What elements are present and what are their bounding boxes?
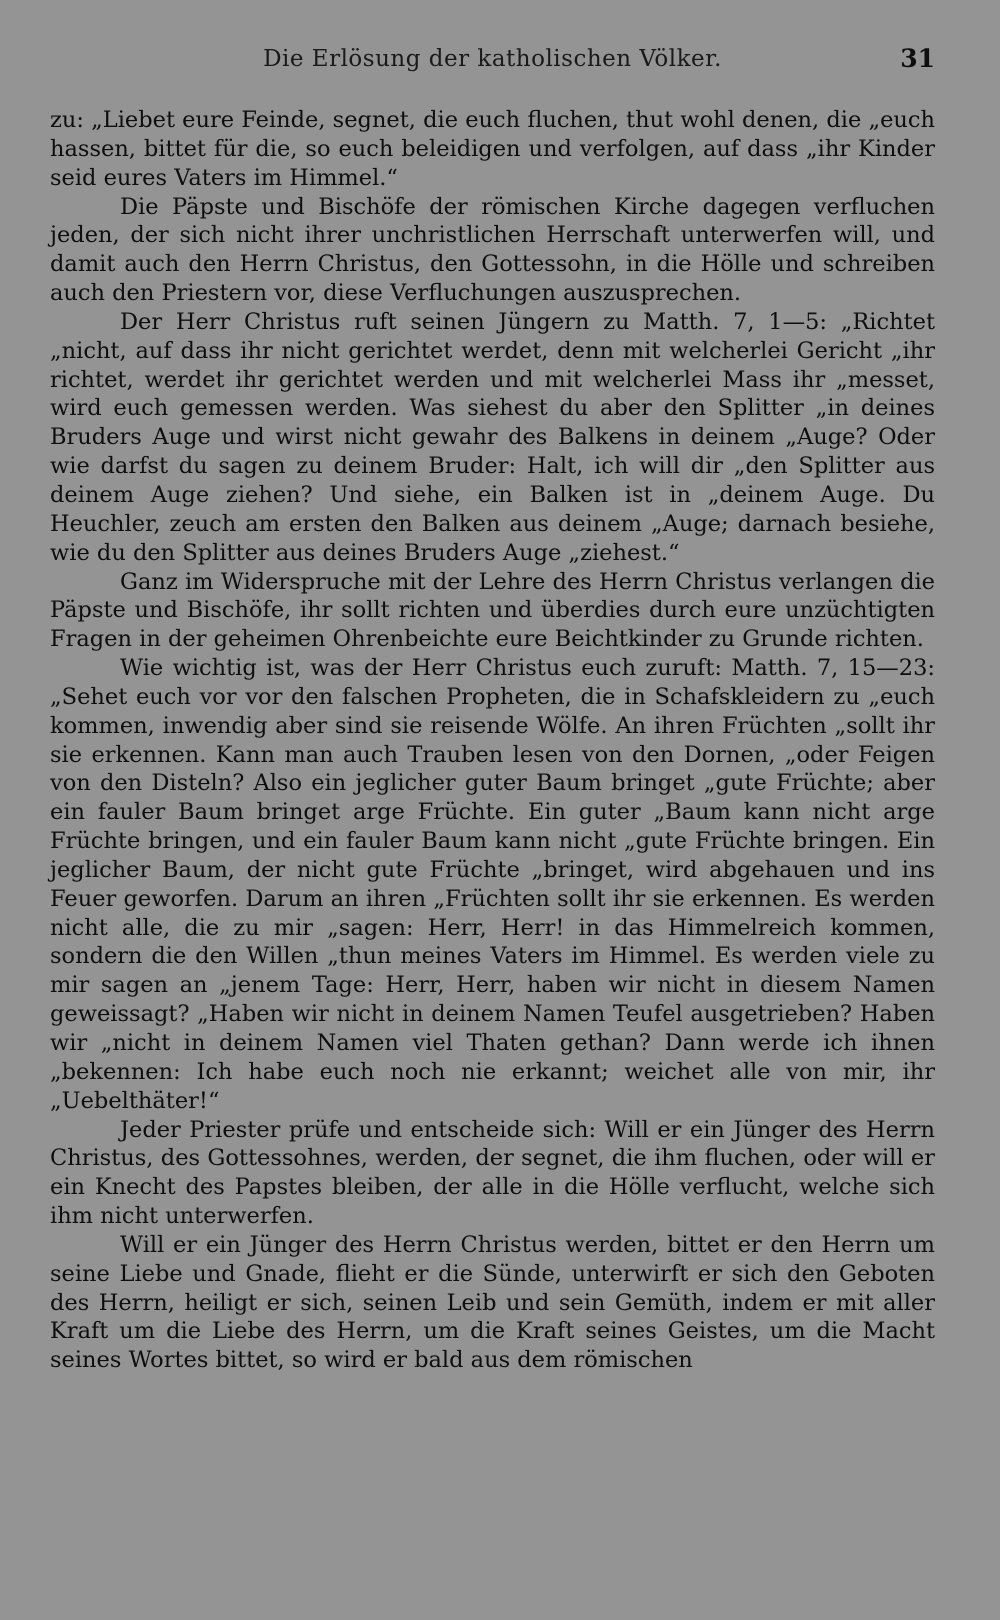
paragraph-7: Will er ein Jünger des Herrn Christus werden, bittet er den Herrn um seine Liebe und Gnade, flieht er die Sünde, unterwirft er sich den Geboten des Herrn, heiligt er sich, seinen Leib und sein Gemüth, indem er mit aller Kraft um die Liebe des Herrn, um die Kraft seines Geistes, um die Macht seines Wortes bittet, so wird er bald aus dem römischen bbox=[50, 1231, 935, 1374]
paragraph-1: zu: „Liebet eure Feinde, segnet, die euch fluchen, thut wohl denen, die „euch hassen, bittet für die, so euch beleidigen und verfolgen, auf dass „ihr Kinder seid eures Vaters im Himmel.“ bbox=[50, 107, 935, 191]
paragraph-4: Ganz im Widerspruche mit der Lehre des Herrn Christus verlangen die Päpste und Bischöfe, ihr sollt richten und überdies durch eure unzüchtigten Fragen in der geheimen Ohrenbeichte eure Beichtkinder zu Grunde richten. bbox=[50, 568, 935, 653]
paragraph-3: Der Herr Christus ruft seinen Jüngern zu Matth. 7, 1—5: „Richtet „nicht, auf dass ihr nicht gerichtet werdet, denn mit welcherlei Gericht „ihr richtet, werdet ihr gerichtet werden und mit welcherlei Mass ihr „messet, wird euch gemessen werden. Was siehest du aber den Splitter „in deines Bruders Auge und wirst nicht gewahr des Balkens in deinem „Auge? Oder wie darfst du sagen zu deinem Bruder: Halt, ich will dir „den Splitter aus deinem Auge ziehen? Und siehe, ein Balken ist in „deinem Auge. Du Heuchler, zeuch am ersten den Balken aus deinem „Auge; darnach besiehe, wie du den Splitter aus deines Bruders Auge „ziehest.“ bbox=[50, 308, 935, 566]
body-text bbox=[50, 106, 935, 1375]
running-title: Die Erlösung der katholischen Völker. bbox=[263, 46, 722, 72]
paragraph-6: Jeder Priester prüfe und entscheide sich: Will er ein Jünger des Herrn Christus, des Gottessohnes, werden, der segnet, die ihm fluchen, oder will er ein Knecht des Papstes bleiben, der alle in die Hölle verflucht, welche sich ihm nicht unterwerfen. bbox=[50, 1116, 935, 1230]
paragraph-5: Wie wichtig ist, was der Herr Christus euch zuruft: Matth. 7, 15—23: „Sehet euch vor vor den falschen Propheten, die in Schafskleidern zu „euch kommen, inwendig aber sind sie reisende Wölfe. An ihren Früchten „sollt ihr sie erkennen. Kann man auch Trauben lesen von den Dornen, „oder Feigen von den Disteln? Also ein jeglicher guter Baum bringet „gute Früchte; aber ein fauler Baum bringet arge Früchte. Ein guter „Baum kann nicht arge Früchte bringen, und ein fauler Baum kann nicht „gute Früchte bringen. Ein jeglicher Baum, der nicht gute Früchte „bringet, wird abgehauen und ins Feuer geworfen. Darum an ihren „Früchten sollt ihr sie erkennen. Es werden nicht alle, die zu mir „sagen: Herr, Herr! in das Himmelreich kommen, sondern die den Willen „thun meines Vaters im Himmel. Es werden viele zu mir sagen an „jenem Tage: Herr, Herr, haben wir nicht in diesem Namen geweissagt? „Haben wir nicht in deinem Namen Teufel ausgetrieben? Haben wir „nicht in deinem Namen viel Thaten gethan? Dann werde ich ihnen „bekennen: Ich habe euch noch nie erkannt; weichet alle von mir, ihr „Uebelthäter!“ bbox=[50, 655, 935, 1114]
page-header bbox=[50, 46, 935, 80]
document-page bbox=[50, 46, 935, 1375]
paragraph-2: Die Päpste und Bischöfe der römischen Kirche dagegen verfluchen jeden, der sich nicht ihrer unchristlichen Herrschaft unterwerfen will, und damit auch den Herrn Christus, den Gottessohn, in die Hölle und schreiben auch den Priestern vor, diese Verfluchungen auszusprechen. bbox=[50, 193, 935, 307]
page-number: 31 bbox=[900, 44, 935, 73]
